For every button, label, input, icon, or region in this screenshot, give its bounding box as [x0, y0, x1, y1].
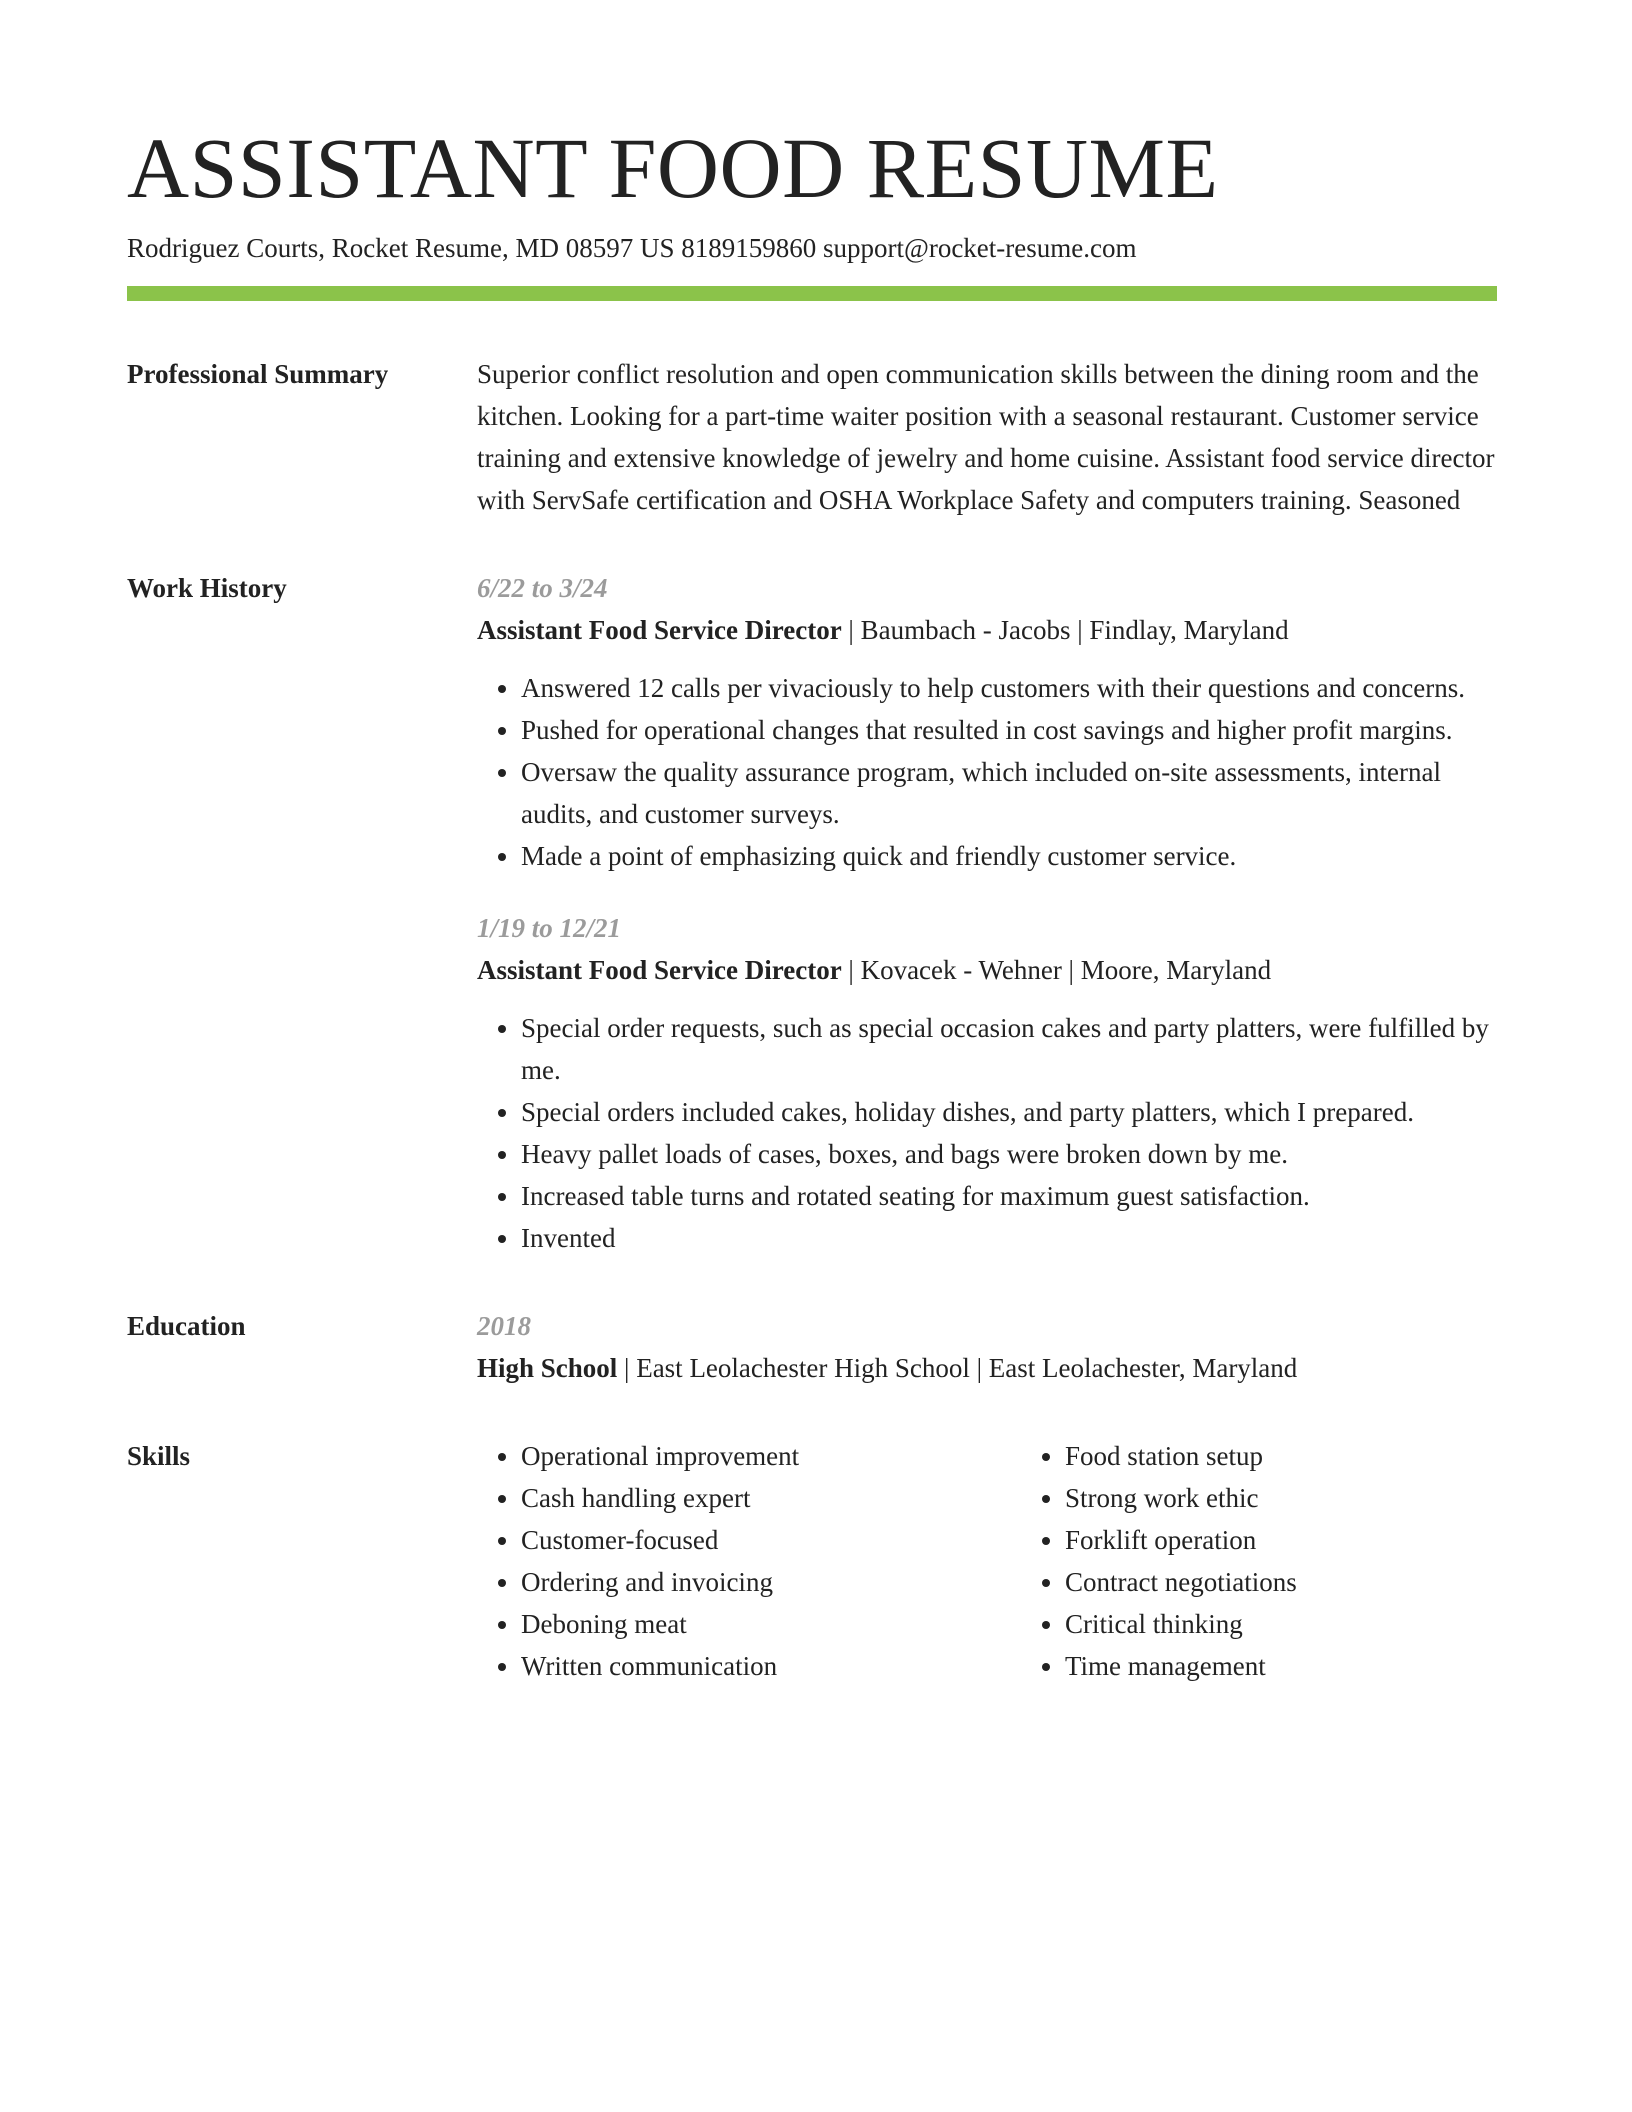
section-label-work-history: Work History — [127, 573, 287, 603]
skills-column-1 — [477, 1435, 1021, 1687]
job-bullet: • Pushed for operational changes that resulted in cost savings and higher profit margins. — [521, 709, 1497, 751]
job-bullet: • Answered 12 calls per vivaciously to help customers with their questions and concerns. — [521, 667, 1497, 709]
job-title: Assistant Food Service Director — [477, 955, 842, 985]
work-history-section — [127, 567, 1497, 1259]
summary-section — [127, 353, 1497, 521]
skills-column-2 — [1021, 1435, 1525, 1687]
job-bullet: • Special orders included cakes, holiday dishes, and party platters, which I prepared. — [521, 1091, 1497, 1133]
skill-item: • Written communication — [521, 1645, 1021, 1687]
education-degree: High School — [477, 1353, 618, 1383]
job-entry — [477, 567, 1497, 877]
header-divider — [127, 286, 1497, 301]
skill-item: • Food station setup — [1065, 1435, 1525, 1477]
contact-info: Rodriguez Courts, Rocket Resume, MD 08597 US 8189159860 support@rocket-resume.com — [127, 233, 1137, 263]
job-bullet: • Invented — [521, 1217, 1497, 1259]
job-bullet: • Heavy pallet loads of cases, boxes, and bags were broken down by me. — [521, 1133, 1497, 1175]
job-bullets — [477, 1007, 1497, 1259]
job-heading — [477, 609, 1497, 651]
summary-text: Superior conflict resolution and open communication skills between the dining room and the kitchen. Looking for a part-time waiter position with a seasonal restaurant. Customer service training and extensive knowledge of jewelry and home cuisine. Assistant food service director with ServSafe certification and OSHA Workplace Safety and computers training. Seasoned — [477, 359, 1495, 515]
education-date: 2018 — [477, 1311, 531, 1341]
job-details: | Kovacek - Wehner | Moore, Maryland — [841, 955, 1272, 985]
section-label-education: Education — [127, 1311, 246, 1341]
skill-item: • Operational improvement — [521, 1435, 1021, 1477]
job-date: 1/19 to 12/21 — [477, 913, 622, 943]
skill-item: • Cash handling expert — [521, 1477, 1021, 1519]
skills-section — [127, 1435, 1497, 1687]
job-title: Assistant Food Service Director — [477, 615, 842, 645]
skill-item: • Deboning meat — [521, 1603, 1021, 1645]
skill-item: • Time management — [1065, 1645, 1525, 1687]
skill-item: • Critical thinking — [1065, 1603, 1525, 1645]
job-bullet: • Increased table turns and rotated seating for maximum guest satisfaction. — [521, 1175, 1497, 1217]
job-bullet: • Special order requests, such as special occasion cakes and party platters, were fulfilled by me. — [521, 1007, 1497, 1091]
job-entry — [477, 907, 1497, 1259]
skill-item: • Strong work ethic — [1065, 1477, 1525, 1519]
skill-item: • Contract negotiations — [1065, 1561, 1525, 1603]
education-details: | East Leolachester High School | East Leolachester, Maryland — [617, 1353, 1298, 1383]
job-details: | Baumbach - Jacobs | Findlay, Maryland — [841, 615, 1289, 645]
section-label-summary: Professional Summary — [127, 359, 389, 389]
resume-page — [127, 118, 1497, 1687]
job-heading — [477, 949, 1497, 991]
job-bullet: • Oversaw the quality assurance program, which included on-site assessments, internal audits, and customer surveys. — [521, 751, 1497, 835]
education-heading — [477, 1347, 1497, 1389]
job-date: 6/22 to 3/24 — [477, 573, 608, 603]
skill-item: • Customer-focused — [521, 1519, 1021, 1561]
resume-title: ASSISTANT FOOD RESUME — [127, 120, 1219, 216]
job-bullet: • Made a point of emphasizing quick and friendly customer service. — [521, 835, 1497, 877]
job-bullets — [477, 667, 1497, 877]
section-label-skills: Skills — [127, 1441, 191, 1471]
skill-item: • Ordering and invoicing — [521, 1561, 1021, 1603]
education-section — [127, 1305, 1497, 1389]
skill-item: • Forklift operation — [1065, 1519, 1525, 1561]
